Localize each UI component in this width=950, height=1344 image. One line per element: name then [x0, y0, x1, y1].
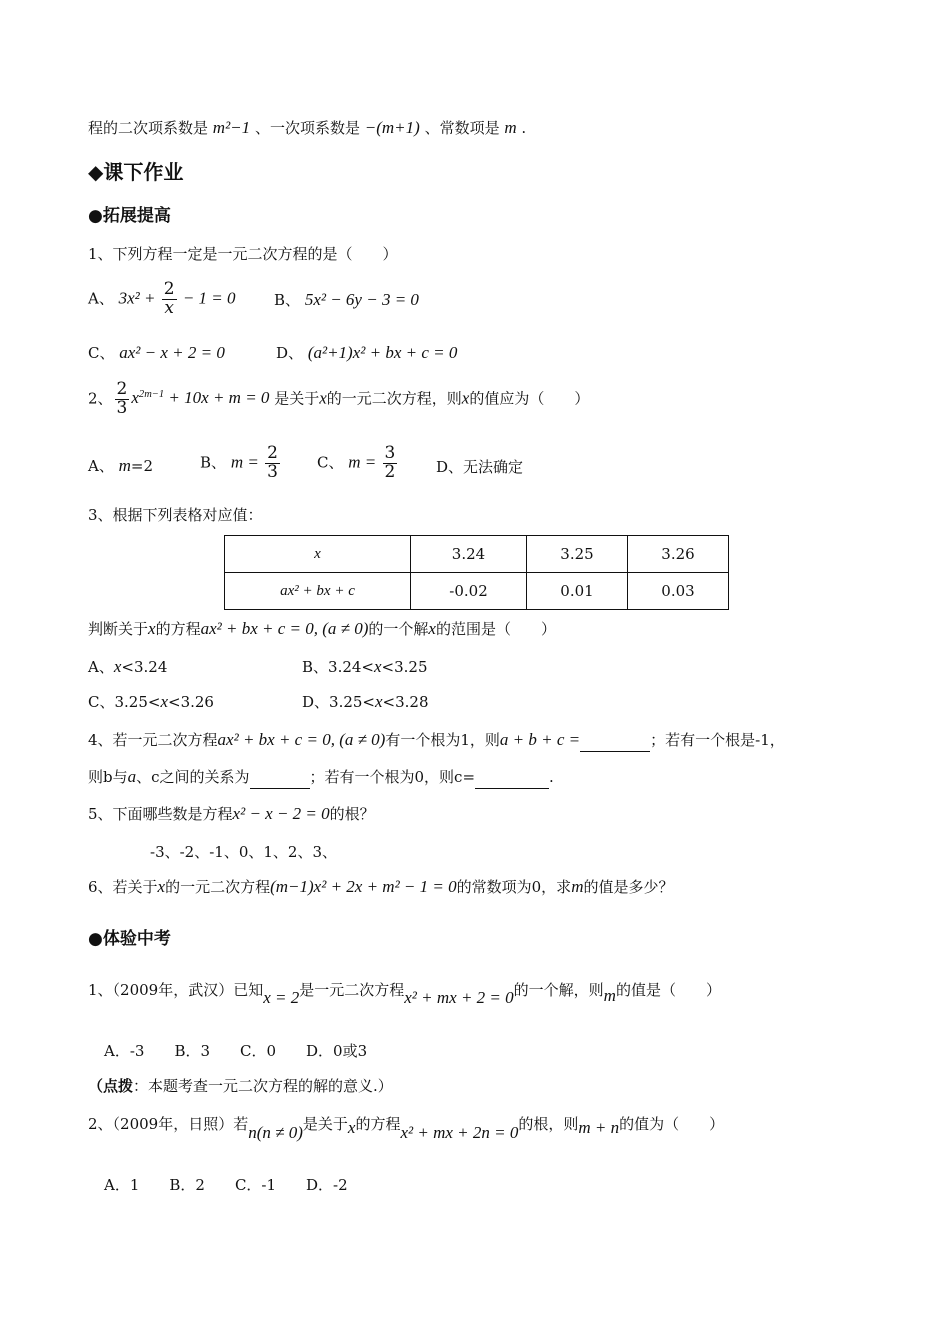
exam-q2-stem [88, 1114, 725, 1142]
q3-option-b-var: x [374, 657, 382, 676]
q6-stem [88, 877, 673, 897]
exam-q1-expr-1: x = 2 [263, 988, 300, 1007]
q3-table-cell: 3.25 [527, 536, 628, 573]
q3-judge-line [88, 619, 556, 639]
q5-numbers: -3、-2、-1、0、1、2、3、 [150, 843, 338, 861]
exam-q2-options: A．1 B．2 C．-1 D．-2 [104, 1176, 348, 1194]
q3-value-table [224, 535, 729, 610]
q2-option-b-label: B、 [200, 453, 227, 472]
q2-option-b-num: 2 [267, 443, 278, 463]
q1-option-b-label: B、 [274, 291, 301, 309]
q6-var-x: x [157, 877, 166, 896]
exam-q2-text-4: 的根，则 [518, 1115, 579, 1133]
q2-fraction-num: 2 [116, 379, 128, 399]
q2-expr-exponent: 2m−1 [138, 389, 165, 401]
exam-q1-text-3: 的一个解，则 [513, 981, 604, 999]
q1-option-a-label: A、 [88, 289, 114, 308]
intro-expr-3: m [504, 118, 517, 137]
q4-text-3: ；若有一个根是-1， [650, 731, 785, 749]
q2-option-b-fraction [265, 445, 280, 482]
q2-option-c-pre: m = [348, 452, 381, 472]
q2-text-1: 是关于 [274, 389, 320, 408]
exam-q1-hint [88, 1077, 393, 1095]
q4-text-6: ；若有一个根为0，则c= [309, 768, 476, 786]
q2-option-c-den: 2 [384, 461, 396, 482]
q3-table-cell: -0.02 [411, 573, 527, 610]
q4-text-2: 有一个根为1，则 [385, 731, 500, 749]
q2-option-c-label: C、 [317, 453, 344, 472]
q2-option-a-label: A、 [88, 457, 114, 475]
q4-var-a: a [127, 767, 137, 786]
q3-option-c [88, 692, 214, 712]
exam-q2-text-2: 是关于 [302, 1115, 348, 1133]
q4-expr-2: a + b + c = [499, 730, 581, 749]
q6-var-m: m [571, 877, 584, 896]
q5-text-2: 的根？ [329, 805, 375, 823]
q3-judge-text-3: 的一个解 [368, 620, 429, 638]
exam-q1-stem [88, 980, 721, 1007]
q2-stem [88, 381, 589, 418]
q3-option-c-pre: C、3.25< [88, 693, 161, 711]
q3-table-header-x: x [225, 536, 411, 573]
q4-line-1 [88, 730, 785, 752]
exam-q1-text-4: 的值是（ ） [615, 981, 721, 999]
q3-option-a-label: A、 [88, 658, 114, 676]
q2-expr-base: x [131, 388, 139, 408]
q6-text-1: 6、若关于 [88, 878, 158, 896]
exam-q2-var-x: x [347, 1118, 356, 1137]
q1-option-a-fraction [162, 281, 177, 318]
q1-option-c-label: C、 [88, 344, 115, 362]
intro-text-4: . [521, 119, 527, 137]
q6-text-4: 的值是多少？ [583, 878, 674, 896]
q3-option-c-var: x [160, 692, 168, 711]
q3-option-b [302, 657, 428, 677]
q2-expr-rest: + 10x + m = 0 [164, 388, 270, 408]
intro-text-3: 、常数项是 [424, 119, 500, 137]
q6-text-2: 的一元二次方程 [165, 878, 271, 896]
q4-answer-blank-1[interactable] [580, 733, 650, 752]
q3-judge-var-1: x [148, 619, 156, 638]
q3-option-b-pre: B、3.24< [302, 658, 374, 676]
exam-q1-text-2: 是一元二次方程 [299, 981, 405, 999]
q1-option-d-expr: (a²+1)x² + bx + c = 0 [307, 343, 458, 362]
q2-var-1: x [319, 388, 327, 408]
table-row [225, 573, 729, 610]
q1-options-ab [88, 281, 236, 318]
q3-option-c-rest: <3.26 [168, 693, 214, 711]
q4-text-1: 4、若一元二次方程 [88, 731, 218, 749]
subsection-title-exam: ●体验中考 [88, 929, 171, 949]
q2-text-2: 的一元二次方程，则 [326, 389, 462, 408]
exam-q1-expr-2: x² + mx + 2 = 0 [404, 988, 514, 1007]
q4-text-5: 、c之间的关系为 [136, 768, 250, 786]
exam-q2-expr-1: n(n ≠ 0) [248, 1123, 303, 1142]
exam-q2-expr-3: m + n [578, 1118, 620, 1137]
q3-stem: 3、根据下列表格对应值： [88, 506, 263, 524]
exam-q1-hint-label: （点拨 [88, 1077, 134, 1095]
q2-fraction-den: 3 [116, 397, 128, 418]
q3-option-a-rest: <3.24 [121, 658, 168, 676]
exam-q2-text-3: 的方程 [355, 1115, 401, 1133]
q6-expr: (m−1)x² + 2x + m² − 1 = 0 [270, 877, 457, 896]
q3-table-cell: 3.26 [628, 536, 729, 573]
intro-expr-2: −(m+1) [364, 118, 420, 137]
q2-option-c-num: 3 [384, 443, 396, 463]
q1-option-b-expr: 5x² − 6y − 3 = 0 [304, 290, 419, 309]
q2-option-b [200, 445, 282, 482]
q3-table-cell: 0.01 [527, 573, 628, 610]
q2-text-3: 的值应为（ ） [469, 389, 590, 408]
q1-option-a-post: − 1 = 0 [178, 288, 236, 308]
q1-option-a-num: 2 [163, 279, 175, 299]
q3-option-a [88, 657, 167, 677]
q3-table-cell: 3.24 [411, 536, 527, 573]
exam-q1-var-m: m [603, 986, 616, 1005]
q3-option-a-var: x [113, 657, 122, 676]
q3-option-d-pre: D、3.25< [302, 693, 375, 711]
intro-text-2: 、一次项系数是 [254, 119, 360, 137]
q4-text-4: 则b与 [88, 768, 128, 786]
q3-judge-text-2: 的方程 [155, 620, 201, 638]
table-row [225, 536, 729, 573]
q4-answer-blank-2[interactable] [250, 770, 310, 789]
q4-answer-blank-3[interactable] [475, 770, 549, 789]
q5-expr: x² − x − 2 = 0 [232, 804, 330, 823]
exam-q2-text-1: 2、（2009年，日照）若 [88, 1115, 249, 1133]
q2-option-c [317, 445, 399, 482]
exam-q2-text-5: 的值为（ ） [619, 1115, 725, 1133]
exam-q2-expr-2: x² + mx + 2n = 0 [400, 1123, 519, 1142]
q1-option-a-pre: 3x² + [118, 288, 160, 308]
intro-line [88, 118, 526, 138]
exam-q1-hint-text: ：本题考查一元二次方程的解的意义.） [133, 1077, 393, 1095]
q3-table-header-expr: ax² + bx + c [225, 573, 411, 610]
q5-stem [88, 804, 375, 824]
q1-stem: 1、下列方程一定是一元二次方程的是（ ） [88, 245, 398, 263]
exam-q1-options: A．-3 B．3 C．0 D．0或3 [104, 1042, 368, 1060]
q2-expression [131, 388, 269, 407]
q1-option-b [274, 290, 419, 310]
q1-option-d [276, 343, 457, 363]
q4-text-7: . [549, 768, 554, 786]
q2-option-a-val: =2 [130, 457, 154, 475]
q2-option-a [88, 456, 153, 476]
q3-judge-expr: ax² + bx + c = 0, (a ≠ 0) [200, 619, 369, 638]
q2-var-2: x [461, 388, 470, 408]
q4-line-2 [88, 767, 554, 789]
q3-judge-text-4: 的范围是（ ） [435, 620, 556, 638]
q4-expr-1: ax² + bx + c = 0, (a ≠ 0) [217, 730, 386, 749]
q3-judge-text-1: 判断关于 [88, 620, 149, 638]
q5-text-1: 5、下面哪些数是方程 [88, 805, 233, 823]
q1-option-c-expr: ax² − x + 2 = 0 [119, 343, 225, 362]
q3-option-d-rest: <3.28 [382, 693, 429, 711]
q3-option-d [302, 692, 429, 712]
q1-option-c [88, 343, 225, 363]
exam-q1-text-1: 1、（2009年，武汉）已知 [88, 981, 264, 999]
q2-number: 2、 [88, 389, 113, 408]
q2-option-b-pre: m = [230, 452, 264, 472]
q3-table-cell: 0.03 [628, 573, 729, 610]
q2-fraction [115, 381, 130, 418]
subsection-title-extension: ●拓展提高 [88, 206, 171, 226]
q2-option-a-var: m [118, 456, 131, 475]
q3-judge-var-2: x [428, 619, 436, 638]
q2-option-b-den: 3 [267, 461, 278, 482]
q1-option-a-den: x [164, 297, 174, 318]
q2-option-d: D、无法确定 [436, 458, 524, 476]
intro-expr-1: m²−1 [212, 118, 251, 137]
q2-option-c-fraction [383, 445, 398, 482]
q3-option-d-var: x [375, 692, 383, 711]
intro-text-1: 程的二次项系数是 [88, 119, 209, 137]
q6-text-3: 的常数项为0，求 [456, 878, 572, 896]
q1-option-d-label: D、 [276, 344, 304, 362]
section-title: ◆课下作业 [88, 160, 184, 184]
q3-option-b-rest: <3.25 [381, 658, 428, 676]
